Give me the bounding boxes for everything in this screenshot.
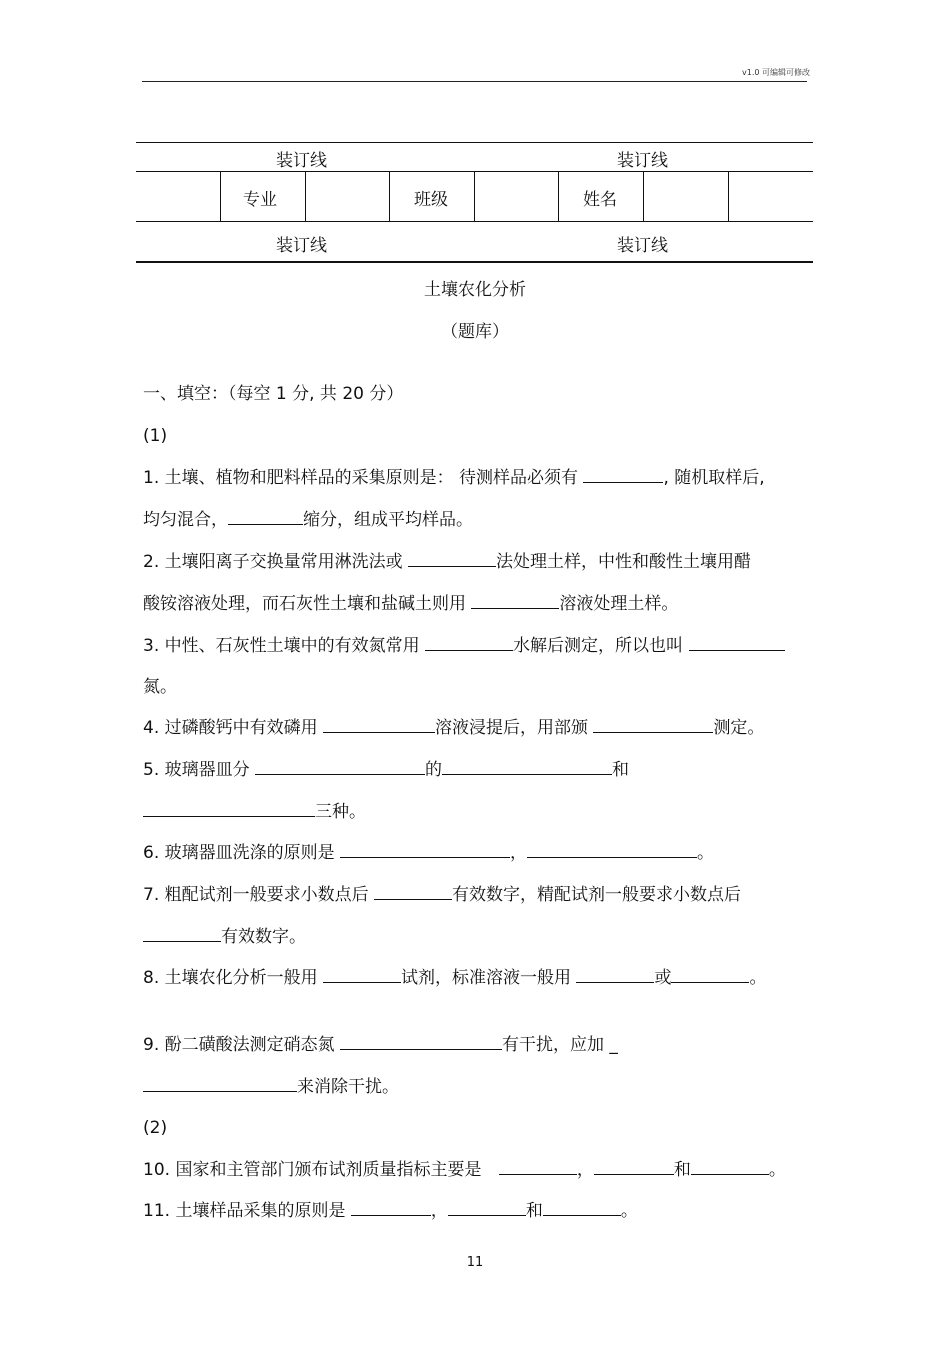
question-text: 。 — [620, 1201, 638, 1221]
part-label: (2) — [143, 1118, 168, 1138]
binding-rule-top — [136, 142, 813, 143]
question-text: 来消除干扰。 — [297, 1077, 399, 1097]
question-text: 7. 粗配试剂一般要求小数点后 — [143, 885, 375, 905]
section-heading: 一、填空：（每空 1 分, 共 20 分） — [143, 384, 404, 404]
question-3-line-2: 氮。 — [143, 677, 177, 697]
answer-blank[interactable] — [499, 1158, 577, 1175]
question-text: 溶液处理土样。 — [559, 594, 679, 614]
binding-line-label: 装订线 — [276, 151, 327, 171]
question-text: 三种。 — [315, 802, 366, 822]
answer-blank[interactable] — [691, 1158, 769, 1175]
question-text: 有干扰，应加 _ — [502, 1035, 618, 1055]
question-11 — [143, 1199, 638, 1222]
question-5-line-1 — [143, 758, 629, 781]
question-text: 和 — [525, 1201, 543, 1221]
answer-blank[interactable] — [340, 1033, 502, 1050]
cell-divider — [474, 172, 475, 222]
question-text: 5. 玻璃器皿分 — [143, 760, 256, 780]
question-6 — [143, 841, 714, 864]
answer-blank[interactable] — [527, 841, 697, 858]
part-label: (1) — [143, 426, 168, 446]
answer-blank[interactable] — [340, 841, 510, 858]
answer-blank[interactable] — [408, 550, 496, 567]
cell-divider — [220, 172, 221, 222]
question-9-line-2 — [143, 1075, 399, 1098]
answer-blank[interactable] — [351, 1199, 431, 1216]
question-text: 和 — [673, 1160, 691, 1180]
answer-blank[interactable] — [228, 508, 303, 525]
cell-divider — [389, 172, 390, 222]
answer-blank[interactable] — [689, 634, 785, 651]
page-number: 11 — [466, 1255, 484, 1270]
binding-line-label: 装订线 — [276, 236, 327, 256]
question-text: 11. 土壤样品采集的原则是 — [143, 1201, 351, 1221]
answer-blank[interactable] — [593, 716, 713, 733]
page-subtitle: （题库） — [441, 322, 509, 342]
question-text: 溶液浸提后，用部颁 — [435, 718, 594, 738]
answer-blank[interactable] — [442, 758, 612, 775]
binding-rule-bottom — [136, 261, 813, 263]
question-8 — [143, 966, 766, 989]
question-3-line-1 — [143, 634, 785, 657]
binding-table — [136, 142, 813, 264]
answer-blank[interactable] — [448, 1199, 526, 1216]
answer-blank[interactable] — [255, 758, 425, 775]
question-text: 法处理土样，中性和酸性土壤用醋 — [496, 552, 752, 572]
question-text: 。 — [697, 843, 715, 863]
question-10 — [143, 1158, 786, 1181]
question-9-line-1 — [143, 1033, 618, 1056]
answer-blank[interactable] — [374, 883, 452, 900]
question-text: 3. 中性、石灰性土壤中的有效氮常用 — [143, 636, 426, 656]
question-text: 。 — [768, 1160, 786, 1180]
cell-divider — [558, 172, 559, 222]
class-label: 班级 — [414, 190, 448, 210]
name-label: 姓名 — [583, 190, 617, 210]
question-7-line-1 — [143, 883, 741, 906]
version-note: v1.0 可编辑可修改 — [742, 68, 810, 77]
question-text: 6. 玻璃器皿洗涤的原则是 — [143, 843, 341, 863]
question-4 — [143, 716, 764, 739]
question-text: ， — [430, 1201, 448, 1221]
question-text: ， — [576, 1160, 594, 1180]
question-text: 的 — [425, 760, 443, 780]
question-text: 4. 过磷酸钙中有效磷用 — [143, 718, 324, 738]
question-5-line-2 — [143, 800, 366, 823]
answer-blank[interactable] — [543, 1199, 621, 1216]
answer-blank[interactable] — [576, 966, 654, 983]
question-text: 9. 酚二磺酸法测定硝态氮 — [143, 1035, 341, 1055]
cell-divider — [728, 172, 729, 222]
question-text: 试剂，标准溶液一般用 — [401, 968, 577, 988]
question-text: 有效数字。 — [221, 927, 306, 947]
answer-blank[interactable] — [143, 925, 221, 942]
question-text: 酸铵溶液处理，而石灰性土壤和盐碱土则用 — [143, 594, 472, 614]
answer-blank[interactable] — [323, 716, 435, 733]
answer-blank[interactable] — [671, 966, 749, 983]
answer-blank[interactable] — [471, 592, 559, 609]
major-label: 专业 — [243, 190, 277, 210]
question-text: ， — [510, 843, 528, 863]
header-rule — [142, 81, 807, 82]
answer-blank[interactable] — [583, 466, 663, 483]
question-text: 有效数字，精配试剂一般要求小数点后 — [452, 885, 742, 905]
question-1-line-2 — [143, 508, 473, 531]
question-text: 测定。 — [713, 718, 765, 738]
cell-divider — [643, 172, 644, 222]
answer-blank[interactable] — [143, 1075, 297, 1092]
question-text: 水解后测定，所以也叫 — [513, 636, 684, 656]
question-text: 和 — [612, 760, 630, 780]
answer-blank[interactable] — [323, 966, 401, 983]
question-text: 。 — [749, 968, 767, 988]
question-2-line-1 — [143, 550, 751, 573]
cell-divider — [305, 172, 306, 222]
question-text: 或 — [654, 968, 672, 988]
question-text: 2. 土壤阳离子交换量常用淋洗法或 — [143, 552, 409, 572]
answer-blank[interactable] — [425, 634, 513, 651]
question-text: 8. 土壤农化分析一般用 — [143, 968, 324, 988]
question-1-line-1 — [143, 466, 765, 489]
binding-line-label: 装订线 — [617, 151, 668, 171]
question-text: 1. 土壤、植物和肥料样品的采集原则是： 待测样品必须有 — [143, 468, 584, 488]
page-title: 土壤农化分析 — [424, 280, 526, 300]
question-text: 10. 国家和主管部门颁布试剂质量指标主要是 — [143, 1160, 487, 1180]
question-2-line-2 — [143, 592, 678, 615]
question-7-line-2 — [143, 925, 306, 948]
answer-blank[interactable] — [594, 1158, 674, 1175]
question-text: , 随机取样后, — [663, 468, 765, 488]
binding-line-label: 装订线 — [617, 236, 668, 256]
question-text: 均匀混合， — [143, 510, 228, 530]
question-text: 缩分，组成平均样品。 — [303, 510, 473, 530]
answer-blank[interactable] — [143, 800, 315, 817]
